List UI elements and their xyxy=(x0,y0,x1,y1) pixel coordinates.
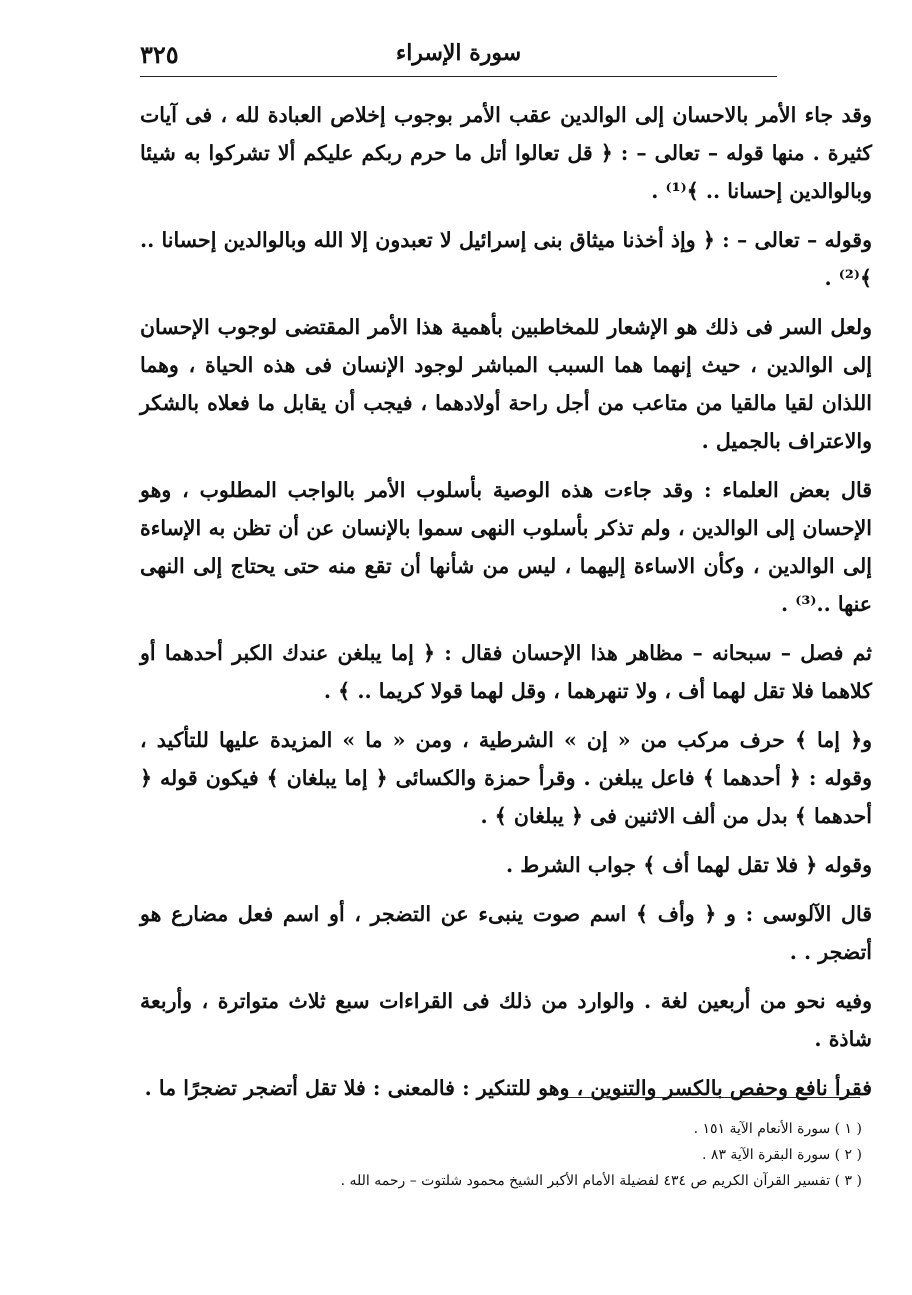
footnotes xyxy=(140,1116,862,1194)
surah-title: سورة الإسراء xyxy=(395,40,522,66)
paragraph: ولعل السر فى ذلك هو الإشعار للمخاطبين بأهمية هذا الأمر المقتضى لوجوب الإحسان إلى الوالدين ، حيث إنهما هما السبب المباشر لوجود الإنسان فى هذه الحياة ، وهما اللذان لقيا مالقيا من متاعب من أجل راحة أولادهما ، فيجب أن يقابل ما فعلاه بالشكر والاعتراف بالجميل . xyxy=(140,315,872,453)
footnote: ( ٣ ) تفسير القرآن الكريم ص ٤٣٤ لفضيلة الأمام الأكبر الشيخ محمود شلتوت – رحمه الله . xyxy=(340,1173,862,1189)
footnote: ( ١ ) سورة الأنعام الآية ١٥١ . xyxy=(693,1121,862,1137)
page-number: ٣٢٥ xyxy=(140,40,179,69)
paragraph: وقوله – تعالى – : ﴿ وإذ أخذنا ميثاق بنى إسرائيل لا تعبدون إلا الله وبالوالدين إحسانا .. ﴾⁽²⁾ . xyxy=(140,228,872,290)
paragraph: وفيه نحو من أربعين لغة . والوارد من ذلك فى القراءات سبع ثلاث متواترة ، وأربعة شاذة . xyxy=(140,989,872,1051)
paragraph: وقد جاء الأمر بالاحسان إلى الوالدين عقب الأمر بوجوب إخلاص العبادة لله ، فى آيات كثيرة . منها قوله – تعالى – : ﴿ قل تعالوا أتل ما حرم ربكم عليكم ألا تشركوا به شيئا وبالوالدين إحسانا .. ﴾⁽¹⁾ . xyxy=(140,103,872,203)
footnote: ( ٢ ) سورة البقرة الآية ٨٣ . xyxy=(702,1147,862,1163)
paragraph: وقوله ﴿ فلا تقل لهما أف ﴾ جواب الشرط . xyxy=(505,853,872,877)
paragraph: قال الآلوسى : و ﴿ وأف ﴾ اسم صوت ينبىء عن التضجر ، أو اسم فعل مضارع هو أتضجر . . xyxy=(140,902,872,964)
footnote-divider xyxy=(565,1097,860,1098)
paragraph: فقرأ نافع وحفص بالكسر والتنوين ، وهو للتنكير : فالمعنى : فلا تقل أتضجر تضجرًا ما . xyxy=(144,1076,872,1100)
main-text xyxy=(140,96,872,1118)
paragraph: و﴿ إما ﴾ حرف مركب من « إن » الشرطية ، ومن « ما » المزيدة عليها للتأكيد ، وقوله : ﴿ أحدهما ﴾ فاعل يبلغن . وقرأ حمزة والكسائى ﴿ إما يبلغان ﴾ فيكون قوله ﴿ أحدهما ﴾ بدل من ألف الاثنين فى ﴿ يبلغان ﴾ . xyxy=(140,728,872,828)
paragraph: قال بعض العلماء : وقد جاءت هذه الوصية بأسلوب الأمر بالواجب المطلوب ، وهو الإحسان إلى الوالدين ، ولم تذكر بأسلوب النهى سموا بالإنسان عن أن تظن به الإساءة إلى الوالدين ، وكأن الاساءة إليهما ، ليس من شأنها أن تقع منه حتى يحتاج إلى النهى عنها ..⁽³⁾ . xyxy=(140,478,872,616)
paragraph: ثم فصل – سبحانه – مظاهر هذا الإحسان فقال : ﴿ إما يبلغن عندك الكبر أحدهما أو كلاهما فلا تقل لهما أف ، ولا تنهرهما ، وقل لهما قولا كريما .. ﴾ . xyxy=(140,641,872,703)
page-header xyxy=(140,36,777,77)
